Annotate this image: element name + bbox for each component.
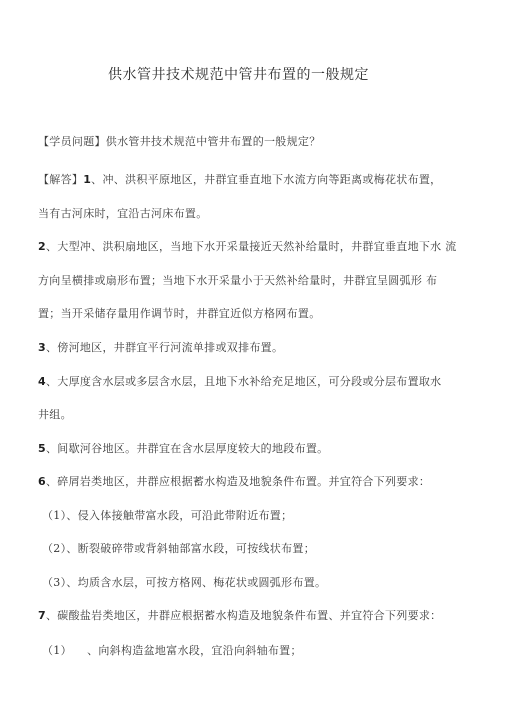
item-4-line-2: 井组。 [38,408,72,421]
question-line: 【学员问题】供水管井技术规范中管井布置的一般规定？ [38,135,321,148]
item-6-sub-2: （2）、断裂破碎带或背斜轴部富水段，可按线状布置； [42,542,315,555]
document-title: 供水管井技术规范中管井布置的一般规定 [108,67,369,83]
item-text: 、冲、洪积平原地区，井群宜垂直地下水流方向等距离或梅花状布置， [91,173,442,186]
item-number: 7 [38,609,46,622]
item-text: 、大型冲、洪积扇地区，当地下水开采量接近天然补给量时，井群宜垂直地下水 流 [45,240,457,253]
answer-label: 【解答】 [38,173,84,186]
item-text: 、碳酸盐岩类地区，井群应根据蓄水构造及地貌条件布置、并宜符合下列要求： [45,609,442,622]
item-2-line-3: 置；当开采储存量用作调节时，井群宜近似方格网布置。 [38,307,321,320]
item-number: 6 [38,475,46,488]
item-1-line-1 [38,173,441,187]
item-number: 4 [38,375,46,388]
item-1-line-2: 当有古河床时，宜沿古河床布置。 [38,207,208,220]
item-6-line-1 [38,475,430,489]
item-5-line-1 [38,442,328,456]
item-6-sub-1: （1）、侵入体接触带富水段，可沿此带附近布置； [42,509,293,522]
item-number: 5 [38,442,46,455]
item-4-line-1 [38,375,441,389]
item-text: 、间歇河谷地区。井群宜在含水层厚度较大的地段布置。 [45,442,329,455]
item-text: 、碎屑岩类地区，井群应根据蓄水构造及地貌条件布置。并宜符合下列要求： [45,475,431,488]
item-number: 3 [38,341,46,354]
item-2-line-1 [38,240,457,254]
item-6-sub-3: （3）、均质含水层，可按方格网、梅花状或圆弧形布置。 [42,576,327,589]
item-2-line-2: 方向呈横排或扇形布置；当地下水开采量小于天然补给量时，井群宜呈圆弧形 布 [38,274,438,287]
item-number: 1 [83,173,92,186]
item-number: 2 [38,240,46,253]
item-7-line-1 [38,609,441,623]
item-7-sub-1: （1） 、向斜构造盆地富水段，宜沿向斜轴布置； [42,644,302,657]
item-text: 、大厚度含水层或多层含水层，且地下水补给充足地区，可分段或分层布置取水 [45,375,442,388]
item-text: 、傍河地区，井群宜平行河流单排或双排布置。 [45,341,284,354]
item-3-line-1 [38,341,283,355]
